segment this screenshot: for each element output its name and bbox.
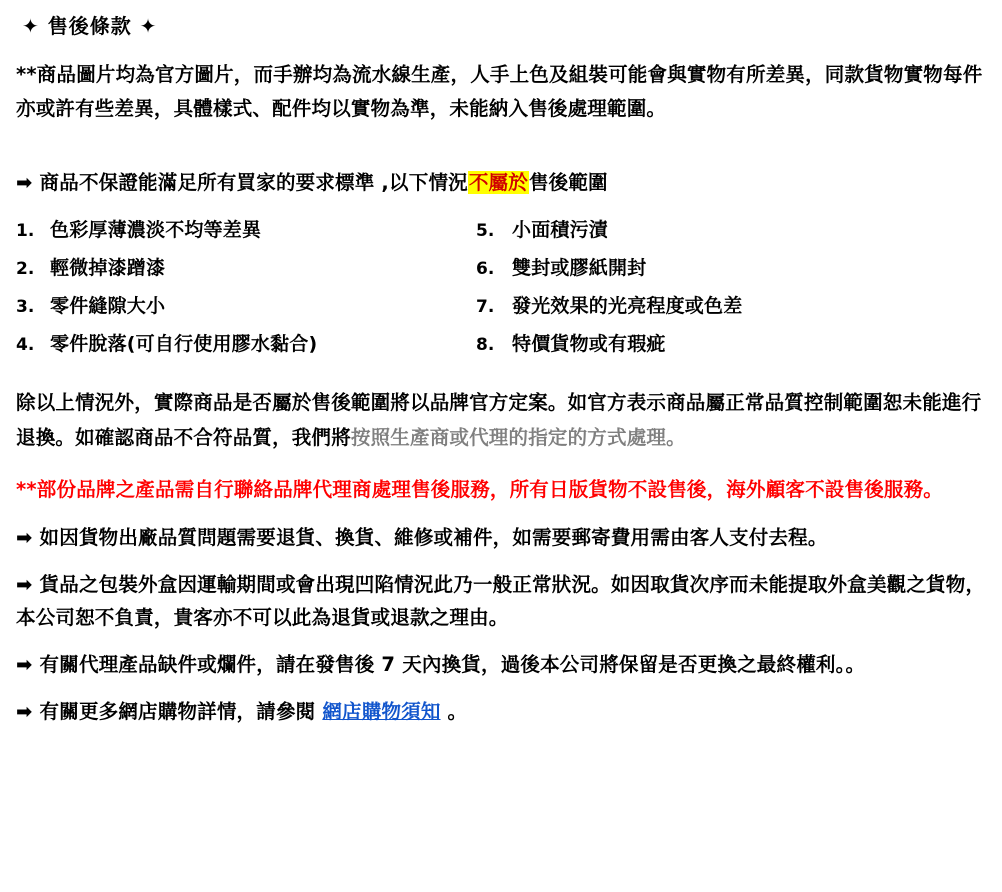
list-item-label: 特價貨物或有瑕疵 — [512, 333, 666, 356]
not-covered-highlight: 不屬於 — [468, 171, 528, 195]
arrow-icon: ➡ — [16, 171, 33, 195]
page-title: ✦ 售後條款 ✦ — [22, 14, 158, 38]
bullet-label: 貨品之包裝外盒因運輸期間或會出現凹陷情況此乃一般正常狀況。如因取貨次序而未能提取外盒美觀之貨物，本公司恕不負責，貴客亦不可以此為退貨或退款之理由。 — [16, 572, 986, 630]
list-item-number: 8. — [476, 335, 495, 356]
list-item-label: 小面積污漬 — [512, 219, 609, 242]
list-item — [16, 329, 476, 356]
arrow-icon: ➡ — [16, 700, 33, 724]
bullet-label: 有關代理產品缺件或爛件，請在發售後 7 天內換貨，過後本公司將保留是否更換之最終權利。。 — [39, 653, 866, 677]
list-item — [476, 215, 988, 242]
list-item-number: 2. — [16, 259, 35, 280]
not-covered-heading-before: 商品不保證能滿足所有買家的要求標準 ,以下情況 — [39, 171, 468, 195]
arrow-icon: ➡ — [16, 525, 33, 549]
bullet-missing-parts — [16, 648, 988, 681]
not-covered-heading — [16, 166, 988, 199]
intro-paragraph: **商品圖片均為官方圖片，而手辦均為流水線生產，人手上色及組裝可能會與實物有所差異，同款貨物實物每件亦或許有些差異，具體樣式、配件均以實物為準，未能納入售後處理範圍。 — [16, 63, 983, 121]
list-item-label: 零件脫落(可自行使用膠水黏合) — [50, 333, 318, 356]
bullet-label: 如因貨物出廠品質問題需要退貨、換貨、維修或補件，如需要郵寄費用需由客人支付去程。 — [39, 525, 828, 549]
list-item — [476, 329, 988, 356]
list-item-number: 4. — [16, 335, 35, 356]
spacer — [14, 126, 988, 152]
policy-paragraph-part2: 按照生產商或代理的指定的方式處理。 — [350, 425, 686, 449]
list-item — [16, 291, 476, 318]
list-item — [16, 253, 476, 280]
bullet-label-before: 有關更多網店購物詳情，請參閱 — [39, 700, 323, 724]
list-item-label: 色彩厚薄濃淡不均等差異 — [50, 219, 262, 242]
list-item-label: 雙封或膠紙開封 — [512, 257, 647, 280]
shopping-guide-link[interactable]: 網店購物須知 — [322, 700, 441, 724]
policy-paragraph-part1: 除以上情況外，實際商品是否屬於售後範圍將以品牌官方定案。如官方表示商品屬正常品質控制範圍恕未能進行退換。如確認商品不合符品質，我們將 — [16, 391, 982, 449]
not-covered-heading-after: 售後範圍 — [528, 171, 608, 195]
list-item — [476, 291, 988, 318]
list-item-label: 發光效果的光亮程度或色差 — [512, 295, 743, 318]
bullet-label-after: 。 — [440, 700, 468, 724]
policy-paragraph — [16, 386, 988, 454]
list-item-number: 6. — [476, 259, 495, 280]
list-item-number: 1. — [16, 221, 35, 242]
list-item-number: 7. — [476, 297, 495, 318]
list-item — [16, 215, 476, 242]
list-item-label: 輕微掉漆蹭漆 — [50, 257, 166, 280]
bullet-packaging — [16, 568, 988, 634]
list-item — [476, 253, 988, 280]
arrow-icon: ➡ — [16, 653, 33, 677]
list-item-number: 3. — [16, 297, 35, 318]
bullet-return-shipping — [16, 521, 988, 554]
list-item-number: 5. — [476, 221, 495, 242]
bullet-more-info — [16, 695, 988, 728]
list-item-label: 零件縫隙大小 — [50, 295, 166, 318]
arrow-icon: ➡ — [16, 572, 33, 596]
red-notice: **部份品牌之產品需自行聯絡品牌代理商處理售後服務，所有日版貨物不設售後，海外顧客不設售後服務。 — [16, 477, 943, 501]
not-covered-list — [16, 215, 988, 356]
